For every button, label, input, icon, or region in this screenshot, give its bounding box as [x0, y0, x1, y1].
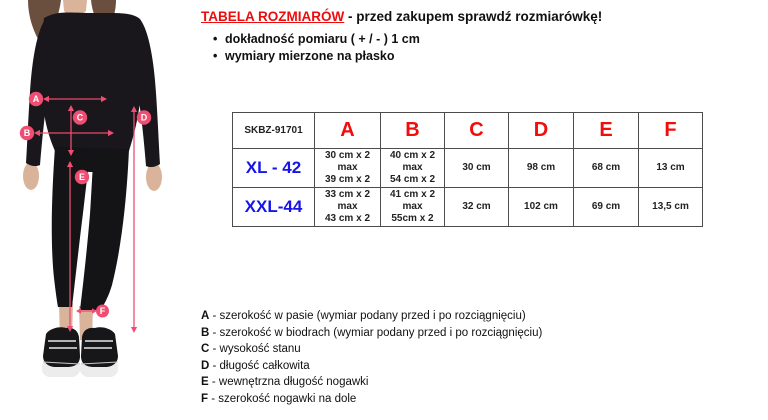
marker-b-label: B [23, 128, 31, 139]
column-header-c: C [445, 113, 509, 149]
list-item [213, 31, 420, 48]
legend-letter: A [201, 310, 210, 322]
model-leggings [52, 147, 129, 310]
table-row [233, 188, 703, 227]
marker-a [29, 92, 43, 106]
legend-item [201, 341, 542, 358]
product-code-cell: SKBZ-91701 [233, 113, 315, 149]
cell-line: 102 cm [524, 200, 558, 212]
legend-item [201, 308, 542, 325]
cell-line: 98 cm [526, 161, 556, 173]
marker-c [73, 110, 87, 124]
legend-letter: D [201, 359, 210, 372]
cell-line: 40 cm x 2 [389, 149, 436, 161]
legend-item [201, 391, 542, 408]
legend-item [201, 358, 542, 375]
cell-line: max [402, 161, 423, 173]
note-text: wymiary mierzone na płasko [225, 48, 395, 63]
cell-line: 13,5 cm [652, 200, 689, 212]
marker-a-label: A [32, 94, 40, 105]
column-header-f: F [639, 113, 703, 149]
model-sweater [23, 12, 160, 167]
column-header-b: B [381, 113, 445, 149]
cell-line: 30 cm [462, 161, 491, 173]
cell-line: 39 cm x 2 [324, 174, 371, 186]
model-photo [0, 0, 190, 420]
legend-letter: F [201, 392, 209, 405]
page-title [201, 9, 602, 24]
measurement-legend [201, 308, 542, 408]
legend-desc: - szerokość w pasie (wymiar podany przed i po rozciągnięciu) [209, 310, 526, 322]
cell-line: 69 cm [591, 200, 621, 212]
page-title-highlight: TABELA ROZMIARÓW [201, 9, 345, 24]
legend-desc: - wewnętrzna długość nogawki [208, 376, 369, 389]
cell-line: 43 cm x 2 [324, 213, 371, 225]
cell-xl-d [509, 149, 574, 188]
legend-letter: E [201, 376, 209, 389]
cell-xxl-a [315, 188, 381, 227]
note-text: dokładność pomiaru ( + / - ) 1 cm [225, 32, 420, 46]
cell-line: 41 cm x 2 [389, 188, 436, 200]
marker-c-label: C [76, 112, 84, 123]
marker-d [137, 110, 151, 124]
legend-desc: - długość całkowita [209, 359, 310, 372]
cell-xxl-d [509, 188, 574, 227]
cell-line: 33 cm x 2 [324, 188, 371, 200]
list-item [213, 48, 420, 65]
cell-xxl-e [574, 188, 639, 227]
bullet-icon: • [213, 48, 218, 63]
legend-letter: C [201, 343, 210, 356]
legend-item [201, 374, 542, 391]
marker-e-label: E [78, 172, 86, 183]
cell-line: 30 cm x 2 [324, 149, 371, 161]
table-row [233, 149, 703, 188]
cell-xl-a [315, 149, 381, 188]
cell-line: 68 cm [591, 161, 621, 173]
cell-line: max [337, 200, 358, 212]
marker-d-label: D [140, 112, 148, 123]
notes-list [213, 31, 420, 64]
cell-line: 32 cm [462, 200, 491, 212]
marker-f [96, 305, 109, 318]
cell-xl-c [445, 149, 509, 188]
cell-xl-b [381, 149, 445, 188]
cell-line: 54 cm x 2 [389, 174, 436, 186]
legend-item [201, 325, 542, 342]
legend-letter: B [201, 326, 210, 339]
column-header-d: D [509, 113, 574, 149]
size-table [232, 112, 703, 227]
size-label: XL - 42 [233, 149, 315, 188]
column-header-e: E [574, 113, 639, 149]
marker-b [20, 126, 34, 140]
page-title-suffix: - przed zakupem sprawdź rozmiarówkę! [344, 9, 603, 24]
cell-line: max [402, 200, 423, 212]
marker-f-label: F [99, 306, 106, 317]
column-header-a: A [315, 113, 381, 149]
cell-xxl-f [639, 188, 703, 227]
bullet-icon: • [213, 32, 218, 46]
legend-desc: - wysokość stanu [209, 343, 301, 356]
cell-line: 13 cm [656, 161, 685, 173]
cell-xxl-b [381, 188, 445, 227]
cell-line: 55cm x 2 [391, 213, 434, 225]
table-header-row [233, 113, 703, 149]
size-label: XXL-44 [233, 188, 315, 227]
cell-xl-f [639, 149, 703, 188]
marker-e [75, 170, 89, 184]
cell-xl-e [574, 149, 639, 188]
cell-xxl-c [445, 188, 509, 227]
cell-line: max [337, 161, 358, 173]
legend-desc: - szerokość nogawki na dole [208, 392, 357, 405]
legend-desc: - szerokość w biodrach (wymiar podany przed i po rozciągnięciu) [209, 326, 543, 339]
